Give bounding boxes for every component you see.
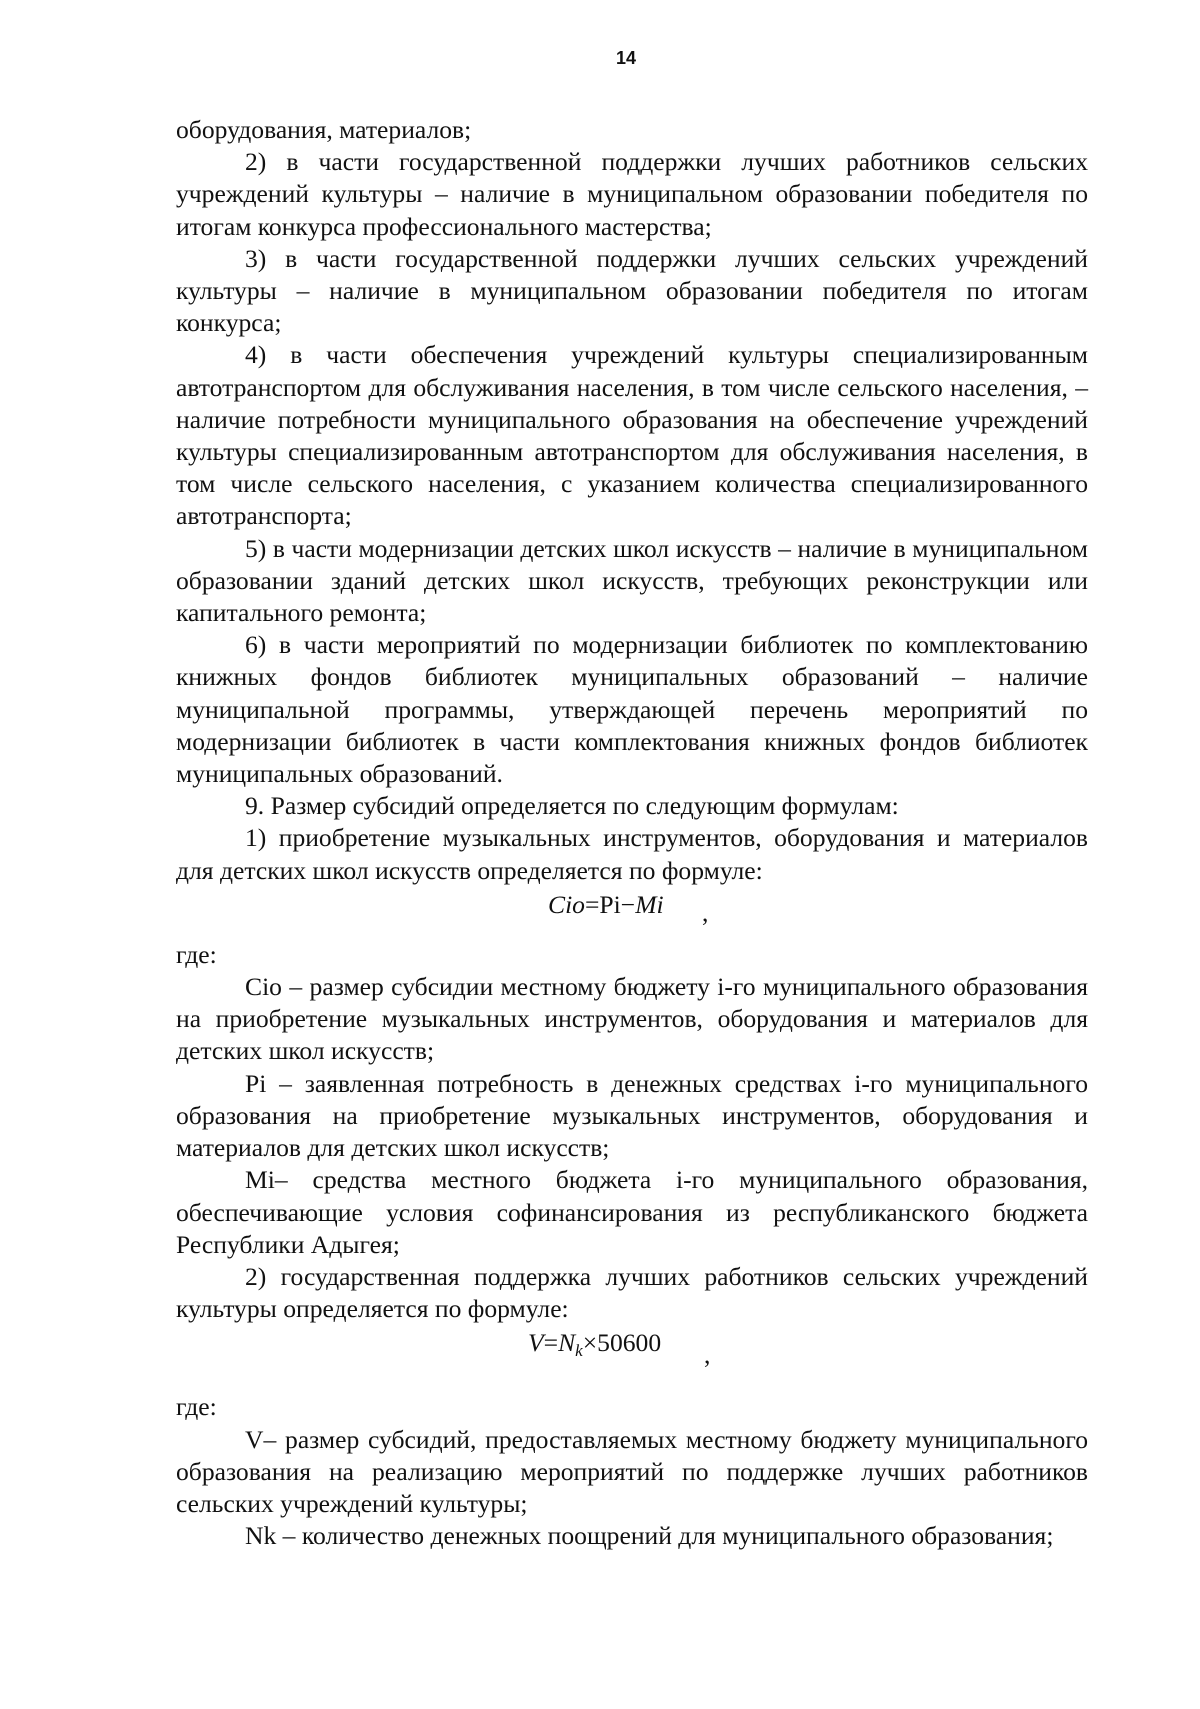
where-label: где: [176,1392,217,1422]
formula-v-times: × [582,1328,598,1358]
paragraph: 6) в части мероприятий по модернизации библиотек по комплектованию книжных фондов библиотек муниципальных образований – наличие муниципальной программы, утверждающей перечень мероприятий по модернизации библиотек в части комплектования книжных фондов библиотек муниципальных образований. [176,630,1088,789]
formula-cio-minus: − [620,889,636,919]
formula-cio-pi: Pi [599,889,621,919]
formula-v-sub: k [575,1341,583,1361]
where-label: где: [176,939,217,969]
paragraph: 9. Размер субсидий определяется по следующим формулам: [245,791,899,821]
formula-v [176,1325,1088,1387]
paragraph: Nk – количество денежных поощрений для муниципального образования; [245,1521,1054,1551]
paragraph: V– размер субсидий, предоставляемых местному бюджету муниципального образования на реализацию мероприятий по поддержке лучших работников сельских учреждений культуры; [176,1424,1088,1518]
formula-v-lhs: V [528,1328,544,1358]
paragraph: 2) государственная поддержка лучших работников сельских учреждений культуры определяется по формуле: [176,1261,1088,1324]
paragraph: 2) в части государственной поддержки лучших работников сельских учреждений культуры – наличие в муниципальном образовании победителя по итогам конкурса профессионального мастерства; [176,147,1088,241]
paragraph: Сio – размер субсидии местному бюджету i-го муниципального образования на приобретение музыкальных инструментов, оборудования и материалов для детских школ искусств; [176,972,1088,1066]
formula-cio-eq: = [584,889,600,919]
page-number: 14 [615,48,637,68]
formula-v-comma: , [704,1340,711,1370]
formula-cio [176,887,1088,935]
formula-v-num: 50600 [597,1328,662,1358]
paragraph: Mi– средства местного бюджета i-го муниципального образования, обеспечивающие условия софинансирования из республиканского бюджета Республики Адыгея; [176,1165,1088,1259]
formula-v-eq: = [543,1328,559,1358]
formula-v-n: N [558,1328,576,1358]
paragraph: 3) в части государственной поддержки лучших сельских учреждений культуры – наличие в муниципальном образовании победителя по итогам конкурса; [176,243,1088,338]
paragraph: 1) приобретение музыкальных инструментов, оборудования и материалов для детских школ искусств определяется по формуле: [176,823,1088,885]
paragraph: оборудования, материалов; [176,115,472,144]
formula-cio-lhs: Cio [548,889,585,919]
paragraph: 4) в части обеспечения учреждений культуры специализированным автотранспортом для обслуживания населения, в том числе сельского населения, – наличие потребности муниципального образования на обеспечение учреждений культуры специализированным автотранспортом для обслуживания населения, в том числе сельского населения, с указанием количества специализированного автотранспорта; [176,340,1088,531]
paragraph: 5) в части модернизации детских школ искусств – наличие в муниципальном образовании зданий детских школ искусств, требующих реконструкции или капитального ремонта; [176,533,1088,628]
paragraph: Pi – заявленная потребность в денежных средствах i-го муниципального образования на приобретение музыкальных инструментов, оборудования и материалов для детских школ искусств; [176,1068,1088,1163]
formula-cio-mi: Mi [635,889,664,919]
formula-cio-comma: , [702,897,709,927]
document-body [176,114,1088,1552]
